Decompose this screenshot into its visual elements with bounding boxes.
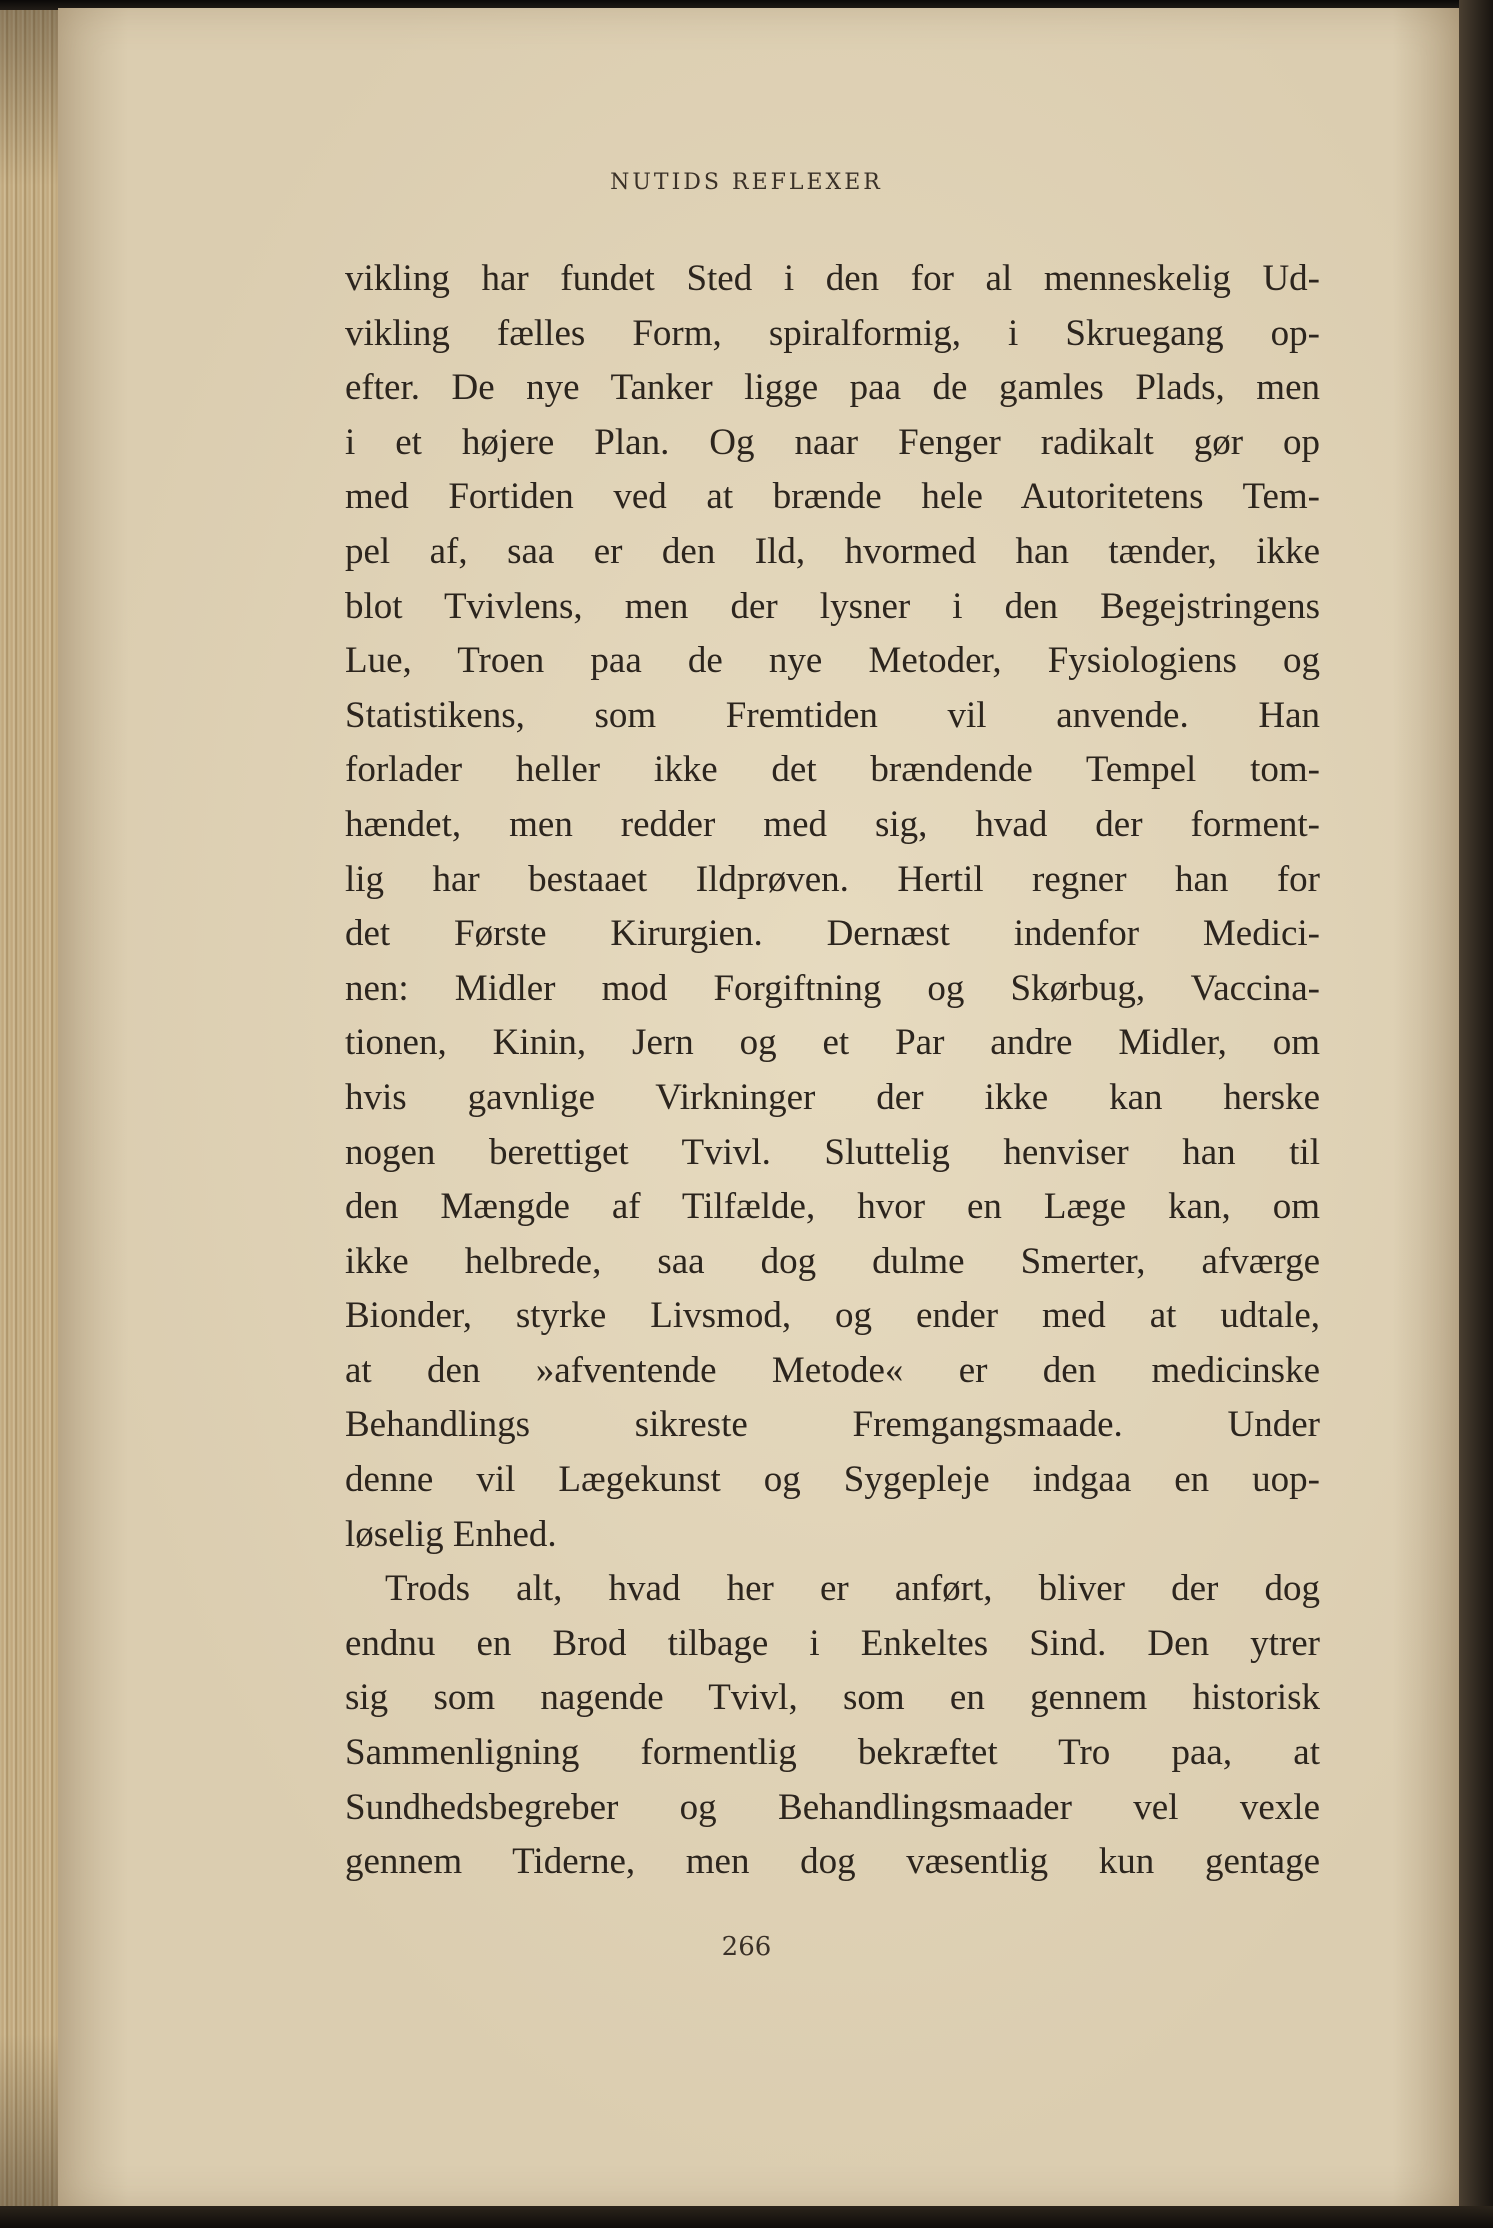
text-line: i et højere Plan. Og naar Fenger radikalt gør op (345, 421, 1320, 463)
paragraph-start-line: Trods alt, hvad her er anført, bliver der dog (385, 1568, 1320, 1610)
text-line: hændet, men redder med sig, hvad der forment- (345, 803, 1320, 845)
text-line: Sammenligning formentlig bekræftet Tro paa, at (345, 1732, 1320, 1774)
running-header: NUTIDS REFLEXER (610, 170, 883, 195)
body-text (345, 252, 1320, 1890)
text-line: sig som nagende Tvivl, som en gennem historisk (345, 1677, 1320, 1719)
text-line: forlader heller ikke det brændende Tempel tom- (345, 749, 1320, 791)
text-line: Sundhedsbegreber og Behandlingsmaader vel vexle (345, 1786, 1320, 1828)
text-line: lig har bestaaet Ildprøven. Hertil regner han for (345, 858, 1320, 900)
text-line: Bionder, styrke Livsmod, og ender med at udtale, (345, 1295, 1320, 1337)
paragraph-end-line: løselig Enhed. (345, 1513, 557, 1555)
text-line: pel af, saa er den Ild, hvormed han tænder, ikke (345, 530, 1320, 572)
page-stack-edges (0, 10, 62, 2210)
text-line: efter. De nye Tanker ligge paa de gamles Plads, men (345, 367, 1320, 409)
text-line: denne vil Lægekunst og Sygepleje indgaa en uop- (345, 1459, 1320, 1501)
text-line: Lue, Troen paa de nye Metoder, Fysiologiens og (345, 640, 1320, 682)
text-line: nen: Midler mod Forgiftning og Skørbug, Vaccina- (345, 967, 1320, 1009)
text-line: at den »afventende Metode« er den medicinske (345, 1349, 1320, 1391)
text-line: nogen berettiget Tvivl. Sluttelig henviser han til (345, 1131, 1320, 1173)
text-line: hvis gavnlige Virkninger der ikke kan herske (345, 1076, 1320, 1118)
text-line: Statistikens, som Fremtiden vil anvende. Han (345, 694, 1320, 736)
text-line: vikling fælles Form, spiralformig, i Skruegang op- (345, 312, 1320, 354)
right-shadow (1459, 0, 1493, 2228)
text-line: med Fortiden ved at brænde hele Autoritetens Tem- (345, 476, 1320, 518)
text-line: endnu en Brod tilbage i Enkeltes Sind. Den ytrer (345, 1622, 1320, 1664)
text-line: Behandlings sikreste Fremgangsmaade. Under (345, 1404, 1320, 1446)
text-line: blot Tvivlens, men der lysner i den Begejstringens (345, 585, 1320, 627)
text-line: det Første Kirurgien. Dernæst indenfor Medici- (345, 913, 1320, 955)
text-line: ikke helbrede, saa dog dulme Smerter, afværge (345, 1240, 1320, 1282)
text-line: den Mængde af Tilfælde, hvor en Læge kan, om (345, 1186, 1320, 1228)
bottom-shadow (0, 2206, 1493, 2228)
text-line: vikling har fundet Sted i den for al menneskelig Ud- (345, 258, 1320, 299)
text-line: gennem Tiderne, men dog væsentlig kun gentage (345, 1841, 1320, 1883)
text-line: tionen, Kinin, Jern og et Par andre Midler, om (345, 1022, 1320, 1064)
page-number: 266 (721, 1932, 772, 1962)
